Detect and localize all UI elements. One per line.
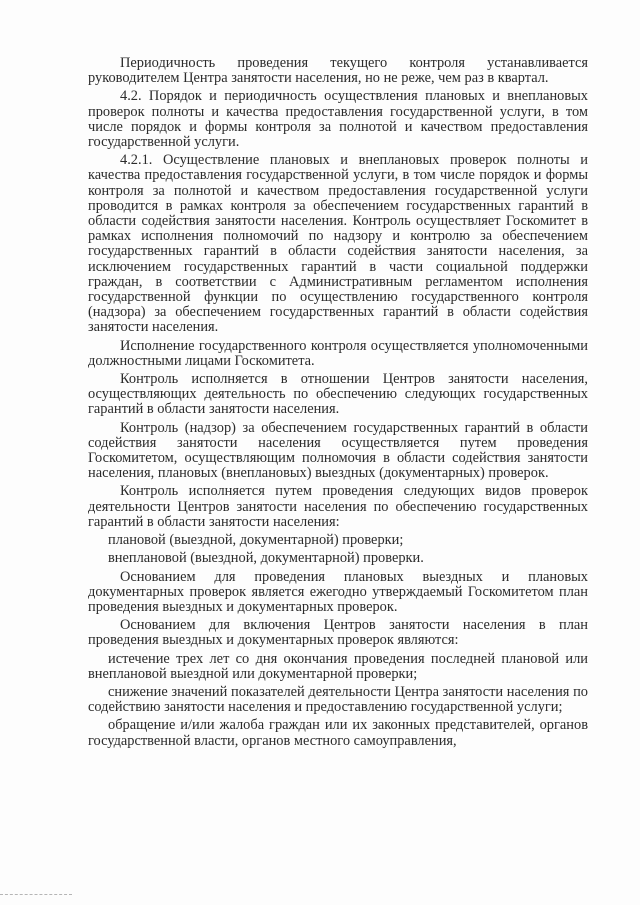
list-item: обращение и/или жалоба граждан или их законных представителей, органов государственной власти, органов местного самоуправления, xyxy=(88,717,588,749)
list-item: снижение значений показателей деятельности Центра занятости населения по содействию занятости населения и предоставлению государственной услуги; xyxy=(88,683,588,716)
paragraph: Периодичность проведения текущего контроля устанавливается руководителем Центра занятости населения, но не реже, чем раз в квартал. xyxy=(88,55,588,87)
document-body xyxy=(88,56,588,752)
list-item: плановой (выездной, документарной) проверки; xyxy=(108,532,404,549)
list-item: внеплановой (выездной, документарной) проверки. xyxy=(108,550,424,567)
paragraph: Основанием для включения Центров занятости населения в план проведения выездных и документарных проверок являются: xyxy=(88,617,588,649)
paragraph: Контроль исполняется в отношении Центров занятости населения, осуществляющих деятельность по обеспечению следующих государственных гарантий в области занятости населения. xyxy=(88,371,588,418)
section-heading: 4.2. Порядок и периодичность осуществления плановых и внеплановых проверок полноты и качества предоставления государственной услуги, в том числе порядок и формы контроля за полнотой и качеством предоставления государственной услуги. xyxy=(88,88,588,151)
paragraph: Контроль (надзор) за обеспечением государственных гарантий в области содействия занятости населения осуществляется путем проведения Госкомитетом, осуществляющим полномочия в области содействия занятости населения, плановых (внеплановых) выездных (документарных) проверок. xyxy=(88,419,588,482)
paragraph: Контроль исполняется путем проведения следующих видов проверок деятельности Центров занятости населения по обеспечению государственных гарантий в области занятости населения: xyxy=(88,483,588,530)
list-item: истечение трех лет со дня окончания проведения последней плановой или внеплановой выездной или документарной проверки; xyxy=(88,650,588,682)
paragraph: Исполнение государственного контроля осуществляется уполномоченными должностными лицами Госкомитета. xyxy=(88,337,588,369)
paragraph: 4.2.1. Осуществление плановых и внеплановых проверок полноты и качества предоставления государственной услуги, в том числе порядок и формы контроля за полнотой и качеством предоставления государственной услуги проводится в рамках контроля за обеспечением государственных гарантий в области содействия занятости населения. Контроль осуществляет Госкомитет в рамках исполнения полномочий по надзору и контролю за обеспечением государственных гарантий в области содействия занятости населения, за исключением государственных гарантий в части социальной поддержки граждан, в соответствии с Административным регламентом исполнения государственной функции по осуществлению государственного контроля (надзора) за обеспечением государственных гарантий в области содействия занятости населения. xyxy=(88,152,588,336)
paragraph: Основанием для проведения плановых выездных и плановых документарных проверок является ежегодно утверждаемый Госкомитетом план проведения выездных и документарных проверок. xyxy=(88,568,588,615)
footer-divider xyxy=(0,894,72,895)
